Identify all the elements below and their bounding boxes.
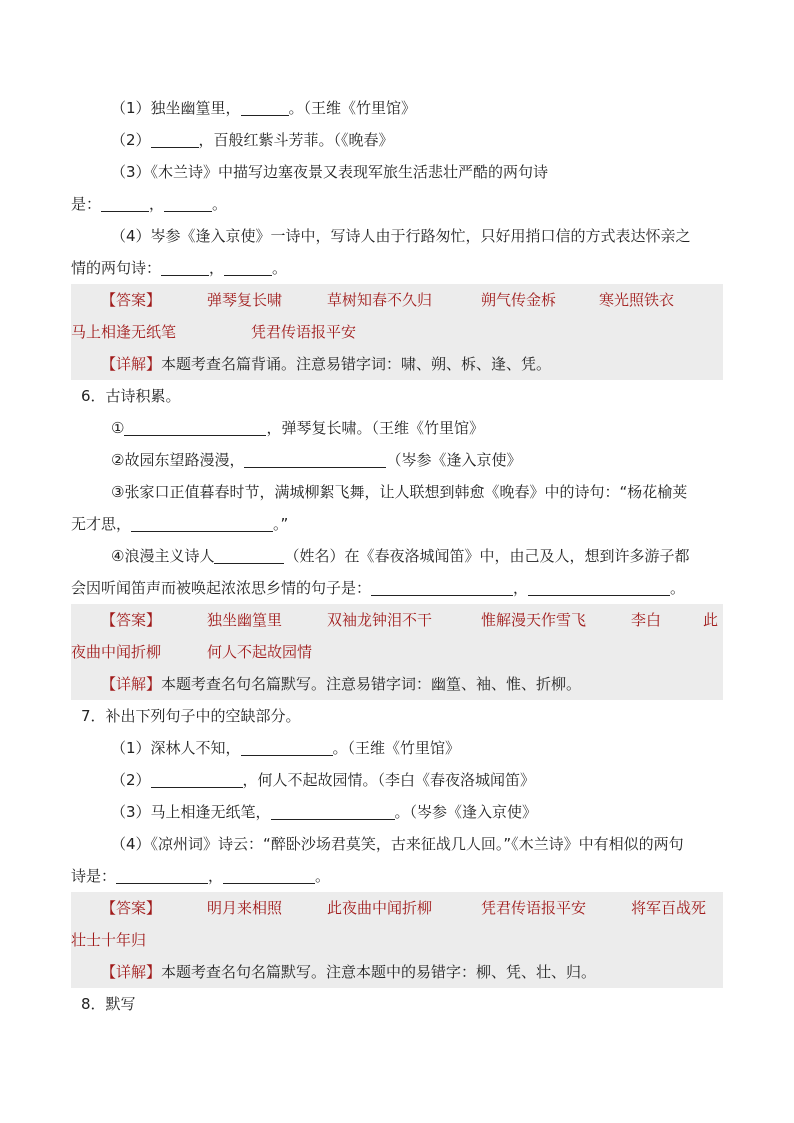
detail-text: 本题考查名句名篇默写。注意本题中的易错字：柳、凭、壮、归。 <box>161 963 597 981</box>
q6-item-2 <box>71 444 723 476</box>
fill-blank[interactable] <box>164 193 212 212</box>
fill-blank[interactable] <box>244 449 386 468</box>
q6-item-4-cont <box>71 572 723 604</box>
answer-tag: 【答案】 <box>101 291 162 309</box>
detail-text: 本题考查名篇背诵。注意易错字词：啸、朔、柝、逢、凭。 <box>161 355 552 373</box>
answer-item: 此 <box>703 611 719 629</box>
fill-blank[interactable] <box>124 417 266 436</box>
q6-item-3-cont <box>71 508 723 540</box>
fill-blank[interactable] <box>241 97 289 116</box>
q6-answer-block <box>71 604 723 700</box>
q7-item-2-text-b: ，何人不起故园情。（李白《春夜洛城闻笛》 <box>242 771 536 789</box>
answer-item: 双袖龙钟泪不干 <box>327 611 433 629</box>
q7-item-2 <box>71 764 723 796</box>
q6-item-2-text-b: （岑参《逢入京使》 <box>386 451 522 469</box>
q6-item-4-text-c: 会因听闻笛声而被唤起浓浓思乡情的句子是： <box>71 579 372 597</box>
answer-item: 马上相逢无纸笔 <box>71 323 177 341</box>
q7-item-1 <box>71 732 723 764</box>
fill-blank[interactable] <box>151 769 243 788</box>
q6-item-4-text-b: （姓名）在《春夜洛城闻笛》中，由己及人，想到许多游子都 <box>284 547 690 565</box>
q6-answer-line-1 <box>71 604 723 636</box>
q6-item-4-text-e: 。 <box>670 579 686 597</box>
answer-item: 惟解漫天作雪飞 <box>481 611 587 629</box>
q6-item-4-text-a: ④浪漫主义诗人 <box>111 547 215 565</box>
answer-tag: 【答案】 <box>101 899 162 917</box>
fill-blank[interactable] <box>151 129 199 148</box>
q7-item-3 <box>71 796 723 828</box>
q5-item-3-text-b: ， <box>149 195 165 213</box>
q7-detail-line <box>71 956 723 988</box>
q5-item-1 <box>71 92 723 124</box>
fill-blank[interactable] <box>224 257 272 276</box>
q6-item-4 <box>71 540 723 572</box>
q7-item-4-text-b: ， <box>208 867 224 885</box>
q5-answer-line-2 <box>71 316 723 348</box>
fill-blank[interactable] <box>371 577 513 596</box>
q7-title: 7．补出下列句子中的空缺部分。 <box>81 707 301 725</box>
q7-item-4: （4）《凉州词》诗云：“醉卧沙场君莫笑，古来征战几人回。”《木兰诗》中有相似的两句 <box>111 835 684 853</box>
detail-text: 本题考查名句名篇默写。注意易错字词：幽篁、袖、惟、折柳。 <box>161 675 582 693</box>
q6-answer-line-2 <box>71 636 723 668</box>
fill-blank[interactable] <box>271 801 395 820</box>
q8-title: 8．默写 <box>81 995 136 1013</box>
fill-blank[interactable] <box>528 577 670 596</box>
q6-item-1 <box>71 412 723 444</box>
q7-item-4-cont <box>71 860 723 892</box>
fill-blank[interactable] <box>131 513 273 532</box>
answer-item: 李白 <box>631 611 662 629</box>
answer-item: 何人不起故园情 <box>207 643 313 661</box>
q5-item-2-text-b: ，百般红紫斗芳菲。（《晚春》 <box>198 131 394 149</box>
answer-item: 此夜曲中闻折柳 <box>327 899 433 917</box>
q5-item-3-text-a: 是： <box>71 195 102 213</box>
fill-blank[interactable] <box>214 545 284 564</box>
q7-item-3-text-a: （3）马上相逢无纸笔， <box>111 803 271 821</box>
q5-detail-line <box>71 348 723 380</box>
answer-item: 将军百战死 <box>631 899 707 917</box>
q6-item-1-text-a: ① <box>111 419 125 437</box>
q5-item-3-text-c: 。 <box>212 195 228 213</box>
q6-detail-line <box>71 668 723 700</box>
answer-item: 草树知春不久归 <box>327 291 433 309</box>
q6-title: 6．古诗积累。 <box>81 387 181 405</box>
q5-item-4-text-b: ， <box>209 259 225 277</box>
q5-item-4-text-c: 。 <box>272 259 288 277</box>
q7-answer-line-2 <box>71 924 723 956</box>
q5-item-1-text-a: （1）独坐幽篁里， <box>111 99 241 117</box>
q5-answer-block <box>71 284 723 380</box>
answer-item: 弹琴复长啸 <box>207 291 283 309</box>
q5-item-2 <box>71 124 723 156</box>
q7-answer-block <box>71 892 723 988</box>
answer-item: 独坐幽篁里 <box>207 611 283 629</box>
q5-item-4-cont <box>71 252 723 284</box>
detail-tag: 【详解】 <box>101 675 162 693</box>
q5-item-4: （4）岑参《逢入京使》一诗中，写诗人由于行路匆忙，只好用捎口信的方式表达怀亲之 <box>111 227 691 245</box>
answer-item: 朔气传金柝 <box>481 291 557 309</box>
fill-blank[interactable] <box>161 257 209 276</box>
q6-item-1-text-b: ，弹琴复长啸。（王维《竹里馆》 <box>266 419 484 437</box>
answer-item: 夜曲中闻折柳 <box>71 643 162 661</box>
fill-blank[interactable] <box>223 865 315 884</box>
detail-tag: 【详解】 <box>101 963 162 981</box>
answer-item: 壮士十年归 <box>71 931 147 949</box>
q5-item-1-text-b: 。（王维《竹里馆》 <box>288 99 417 117</box>
document-page <box>71 92 723 1020</box>
answer-item: 凭君传语报平安 <box>481 899 587 917</box>
q7-item-3-text-b: 。（岑参《逢入京使》 <box>394 803 538 821</box>
q7-item-4-text-a: 诗是： <box>71 867 117 885</box>
q6-item-3: ③张家口正值暮春时节，满城柳絮飞舞，让人联想到韩愈《晚春》中的诗句：“杨花榆荚 <box>111 483 688 501</box>
q5-item-3-cont <box>71 188 723 220</box>
answer-item: 凭君传语报平安 <box>251 323 357 341</box>
q5-item-4-text-a: 情的两句诗： <box>71 259 162 277</box>
q6-item-4-text-d: ， <box>513 579 529 597</box>
q5-item-3: （3）《木兰诗》中描写边塞夜景又表现军旅生活悲壮严酷的两句诗 <box>111 163 549 181</box>
q7-item-2-text-a: （2） <box>111 771 151 789</box>
answer-item: 寒光照铁衣 <box>599 291 675 309</box>
detail-tag: 【详解】 <box>101 355 162 373</box>
q7-item-1-text-b: 。（王维《竹里馆》 <box>332 739 461 757</box>
answer-item: 明月来相照 <box>207 899 283 917</box>
q5-answer-line-1 <box>71 284 723 316</box>
fill-blank[interactable] <box>241 737 333 756</box>
q7-answer-line-1 <box>71 892 723 924</box>
answer-tag: 【答案】 <box>101 611 162 629</box>
q7-item-1-text-a: （1）深林人不知， <box>111 739 241 757</box>
q6-item-3-text-a: 无才思， <box>71 515 132 533</box>
q6-item-2-text-a: ②故园东望路漫漫， <box>111 451 245 469</box>
q5-item-2-text-a: （2） <box>111 131 151 149</box>
q6-item-3-text-b: 。” <box>273 515 289 533</box>
fill-blank[interactable] <box>116 865 208 884</box>
q7-item-4-text-c: 。 <box>315 867 331 885</box>
fill-blank[interactable] <box>101 193 149 212</box>
